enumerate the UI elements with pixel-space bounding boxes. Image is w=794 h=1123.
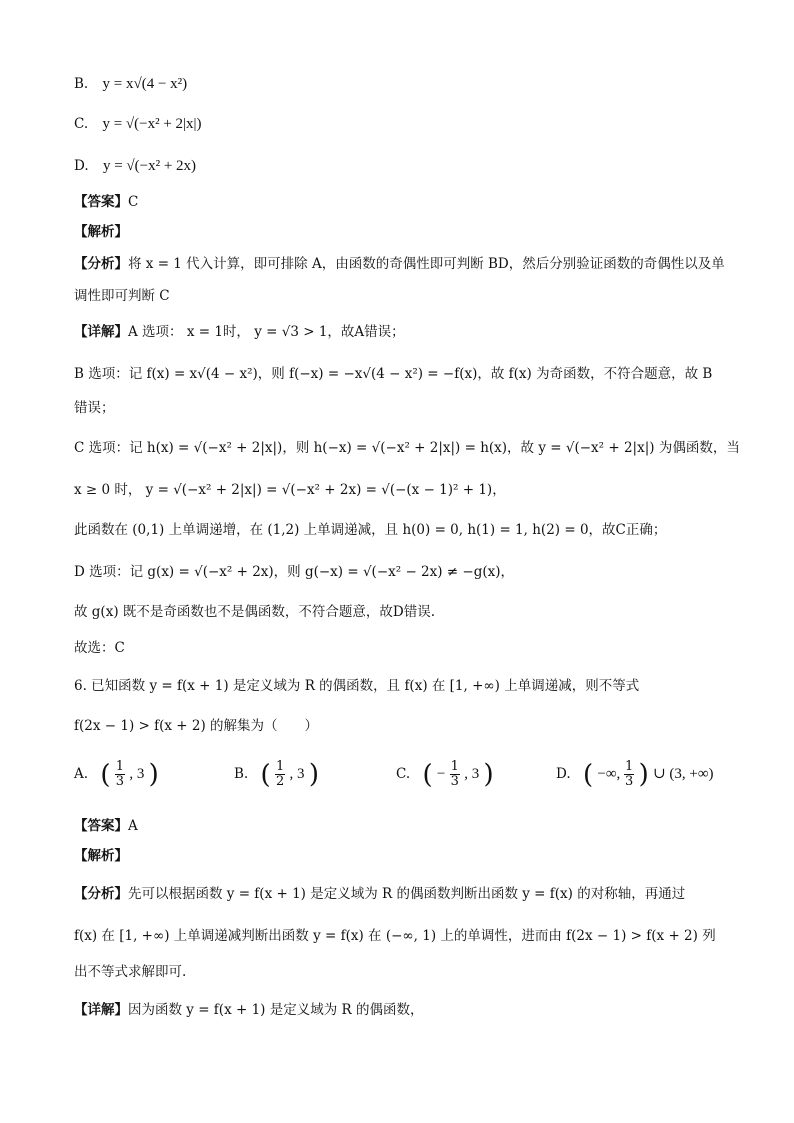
q5-detail-a <box>74 322 405 342</box>
fraction <box>624 760 634 789</box>
q5-fenxi-line2: 调性即可判断 C <box>74 288 170 304</box>
paren-close: ) <box>483 759 494 790</box>
paren-open: ( <box>422 759 433 790</box>
option-rest: , 3 <box>129 766 145 782</box>
fraction-den: 3 <box>450 774 459 789</box>
option-expr: y = √(−x² + 2x) <box>102 158 197 174</box>
analysis-tag: 【解析】 <box>74 224 128 240</box>
q5-option-b <box>74 74 187 94</box>
detail-tag: 【详解】 <box>74 324 128 340</box>
fraction-den: 3 <box>625 774 634 789</box>
q5-detail-c3: 此函数在 (0,1) 上单调递增，在 (1,2) 上单调递减，且 h(0) = 0, h(1) = 1, h(2) = 0，故C正确； <box>74 522 667 538</box>
fraction-den: 2 <box>275 774 285 789</box>
q5-fenxi-line1 <box>74 254 725 274</box>
q6-fenxi-line2: f(x) 在 [1, +∞) 上单调递减判断出函数 y = f(x) 在 (−∞, 1) 上的单调性，进而由 f(2x − 1) > f(x + 2) 列 <box>74 928 716 944</box>
paren-close: ) <box>148 759 159 790</box>
paren-open: ( <box>260 759 271 790</box>
option-label: B. <box>234 766 249 782</box>
option-prefix: − <box>436 766 446 782</box>
option-label: D. <box>556 766 571 782</box>
paren-open: ( <box>582 759 594 790</box>
option-prefix: −∞, <box>597 766 625 782</box>
q5-detail-c1: C 选项：记 h(x) = √(−x² + 2|x|)，则 h(−x) = √(−x² + 2|x|) = h(x)，故 y = √(−x² + 2|x|) 为偶函数，当 <box>74 440 740 456</box>
q5-analysis-tag <box>74 222 128 242</box>
q6-option-d <box>556 760 714 789</box>
option-rest: , 3 <box>464 766 480 782</box>
fraction <box>450 760 460 789</box>
q5-choose: 故选：C <box>74 640 125 656</box>
detail-text: A 选项： x = 1时， y = √3 > 1，故A错误； <box>128 324 405 340</box>
q6-fenxi-line1 <box>74 884 685 904</box>
detail-tag: 【详解】 <box>74 1002 128 1018</box>
answer-tag: 【答案】 <box>74 818 128 834</box>
option-label: D. <box>74 158 89 174</box>
q5-answer <box>74 192 138 212</box>
q6-answer <box>74 816 138 836</box>
detail-text: 因为函数 y = f(x + 1) 是定义域为 R 的偶函数， <box>128 1002 424 1018</box>
option-expr: y = x√(4 − x²) <box>102 76 188 92</box>
analysis-tag: 【解析】 <box>74 848 128 864</box>
option-expr: y = √(−x² + 2|x|) <box>102 116 202 132</box>
q6-fenxi-line3: 出不等式求解即可. <box>74 964 187 980</box>
q6-detail-line1 <box>74 1000 423 1020</box>
q6-analysis-tag <box>74 846 128 866</box>
paren-close: ) <box>308 759 319 790</box>
q5-detail-c2: x ≥ 0 时， y = √(−x² + 2|x|) = √(−x² + 2x) = √(−(x − 1)² + 1)， <box>74 482 506 498</box>
q6-option-b <box>234 760 319 789</box>
q6-stem-line2: f(2x − 1) > f(x + 2) 的解集为（ ） <box>74 718 319 734</box>
q6-option-c <box>396 760 494 789</box>
answer-value: A <box>128 818 138 834</box>
q5-detail-d2: 故 g(x) 既不是奇函数也不是偶函数，不符合题意，故D错误. <box>74 604 435 620</box>
q6-option-a <box>74 760 159 789</box>
answer-value: C <box>128 194 139 210</box>
q5-detail-d1: D 选项：记 g(x) = √(−x² + 2x)，则 g(−x) = √(−x² − 2x) ≠ −g(x)， <box>74 564 515 580</box>
fraction-den: 3 <box>115 774 125 789</box>
fraction-num: 1 <box>450 759 459 774</box>
fenxi-tag: 【分析】 <box>74 886 128 902</box>
q5-detail-b2: 错误； <box>74 400 115 416</box>
fenxi-tag: 【分析】 <box>74 256 128 272</box>
fraction-num: 1 <box>625 759 634 774</box>
option-tail: ∪ (3, +∞) <box>653 766 714 782</box>
q5-option-d <box>74 156 196 176</box>
answer-tag: 【答案】 <box>74 194 128 210</box>
option-label: B. <box>74 76 89 92</box>
fenxi-text: 将 x = 1 代入计算，即可排除 A，由函数的奇偶性即可判断 BD，然后分别验证函数的奇偶性以及单 <box>128 256 725 272</box>
paren-open: ( <box>100 759 111 790</box>
fraction <box>115 760 125 789</box>
paren-close: ) <box>638 759 649 790</box>
option-label: C. <box>74 116 89 132</box>
fraction <box>275 760 285 789</box>
fenxi-text: 先可以根据函数 y = f(x + 1) 是定义域为 R 的偶函数判断出函数 y = f(x) 的对称轴，再通过 <box>128 886 686 902</box>
fraction-num: 1 <box>275 759 285 774</box>
option-label: C. <box>396 766 411 782</box>
option-rest: , 3 <box>289 766 305 782</box>
q6-stem-line1: 6. 已知函数 y = f(x + 1) 是定义域为 R 的偶函数，且 f(x) 在 [1, +∞) 上单调递减，则不等式 <box>74 678 640 694</box>
option-label: A. <box>74 766 89 782</box>
q5-option-c <box>74 114 202 134</box>
q5-detail-b1: B 选项：记 f(x) = x√(4 − x²)，则 f(−x) = −x√(4 − x²) = −f(x)，故 f(x) 为奇函数，不符合题意，故 B <box>74 366 713 382</box>
fraction-num: 1 <box>115 759 125 774</box>
